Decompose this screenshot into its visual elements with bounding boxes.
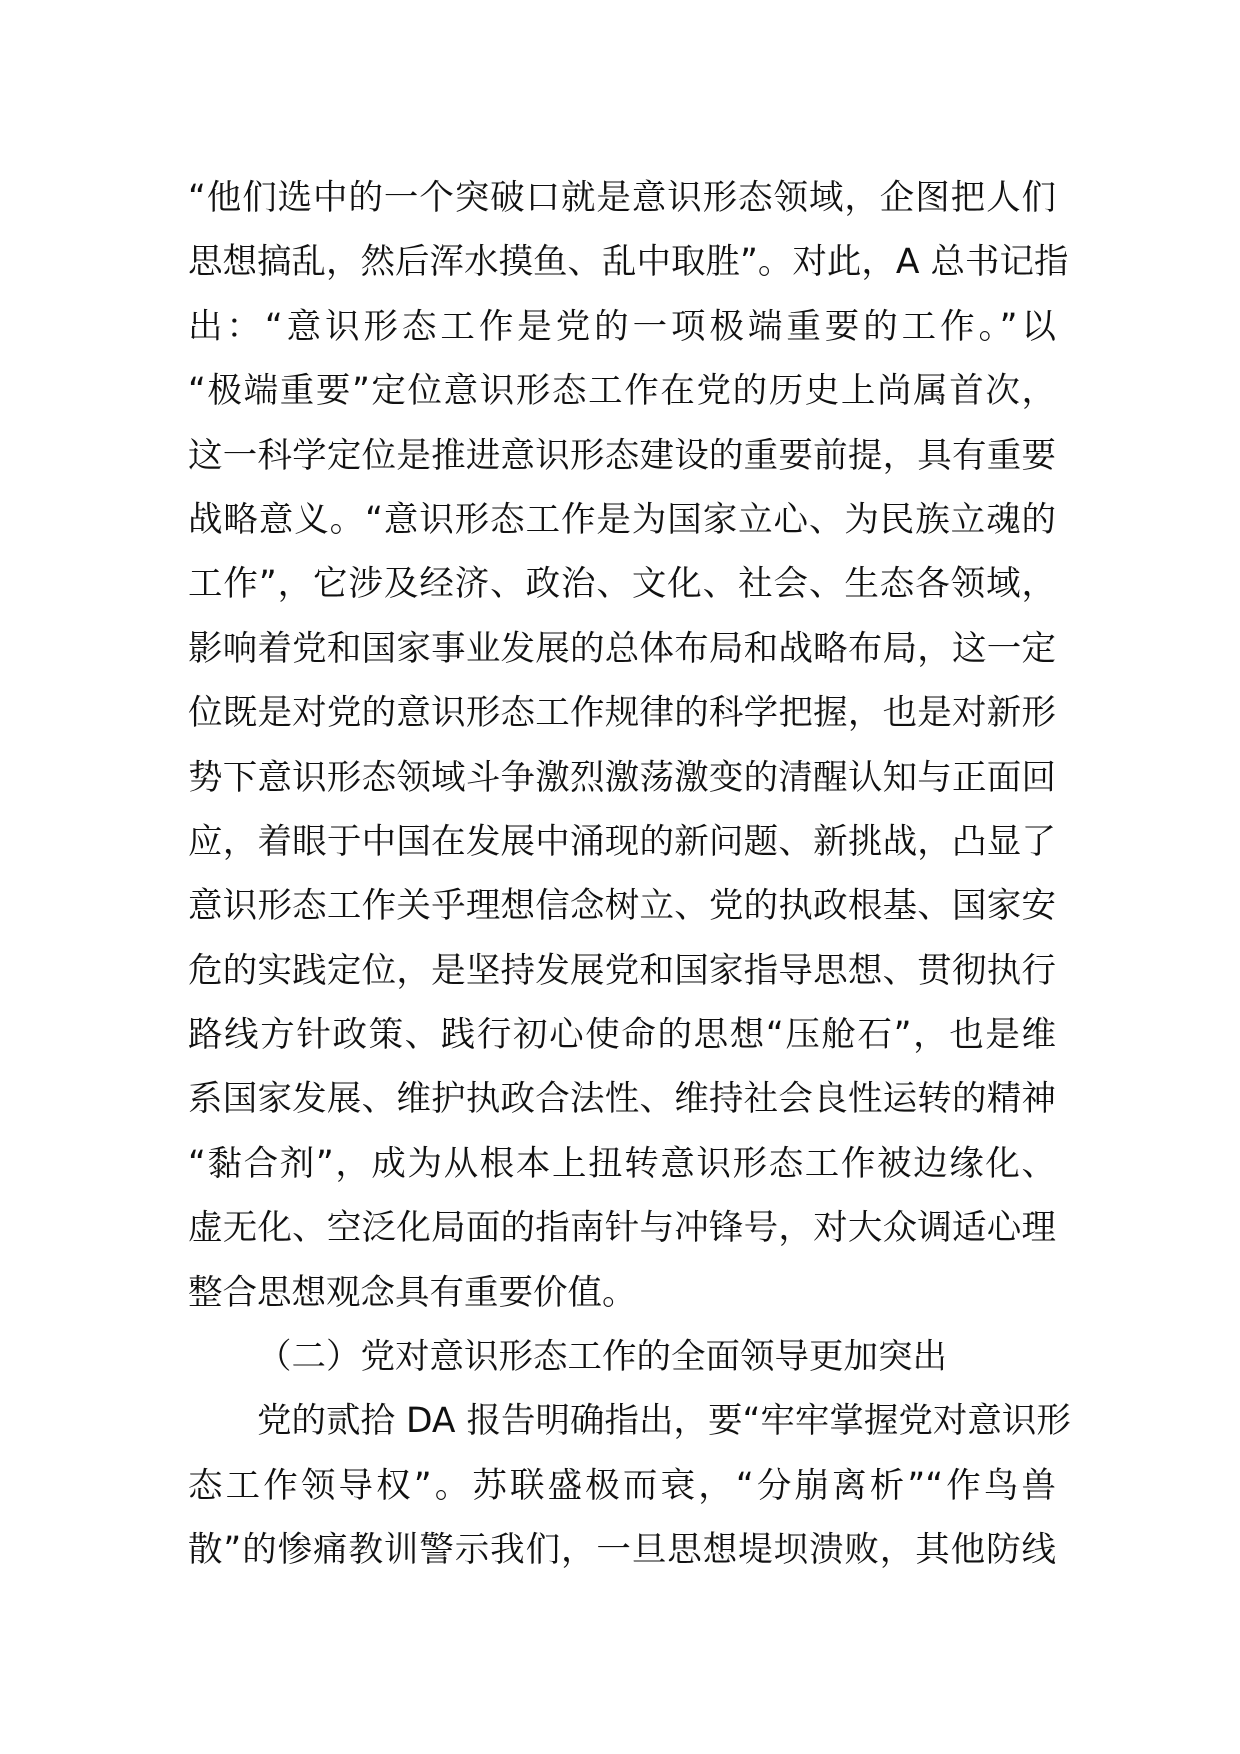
- text-line: 影响着党和国家事业发展的总体布局和战略布局，这一定: [188, 628, 1056, 669]
- section-heading: （二）党对意识形态工作的全面领导更加突出: [257, 1337, 947, 1378]
- text-line: 意识形态工作关乎理想信念树立、党的执政根基、国家安: [188, 886, 1056, 927]
- text-line: 工作”，它涉及经济、政治、文化、社会、生态各领域，: [188, 564, 1056, 605]
- text-line: 位既是对党的意识形态工作规律的科学把握，也是对新形: [188, 693, 1056, 734]
- text-line: “黏合剂”，成为从根本上扭转意识形态工作被边缘化、: [188, 1143, 1056, 1184]
- text-line: 战略意义。“意识形态工作是为国家立心、为民族立魂的: [188, 499, 1056, 540]
- text-line: 这一科学定位是推进意识形态建设的重要前提，具有重要: [188, 435, 1056, 476]
- text-line: “他们选中的一个突破口就是意识形态领域，企图把人们: [188, 178, 1056, 218]
- text-line: 虚无化、空泛化局面的指南针与冲锋号，对大众调适心理: [188, 1208, 1056, 1249]
- body-text: [188, 166, 1071, 1583]
- paragraph-end-line: 整合思想观念具有重要价值。: [188, 1272, 637, 1313]
- text-line: 态工作领导权”。苏联盛极而衰，“分崩离析”“作鸟兽: [188, 1465, 1056, 1506]
- text-line: 应，着眼于中国在发展中涌现的新问题、新挑战，凸显了: [188, 821, 1056, 862]
- paragraph-start-line: 党的贰拾 DA 报告明确指出，要“牢牢掌握党对意识形: [257, 1401, 1071, 1442]
- text-line: 系国家发展、维护执政合法性、维持社会良性运转的精神: [188, 1079, 1056, 1120]
- text-line: 思想搞乱，然后浑水摸鱼、乱中取胜”。对此，A 总书记指: [188, 242, 1069, 283]
- text-line: “极端重要”定位意识形态工作在党的历史上尚属首次，: [188, 371, 1056, 412]
- text-line: 出：“意识形态工作是党的一项极端重要的工作。”以: [188, 306, 1056, 347]
- text-line: 散”的惨痛教训警示我们，一旦思想堤坝溃败，其他防线: [188, 1530, 1056, 1571]
- text-line: 路线方针政策、践行初心使命的思想“压舱石”，也是维: [188, 1015, 1056, 1056]
- text-line: 势下意识形态领域斗争激烈激荡激变的清醒认知与正面回: [188, 757, 1056, 798]
- text-line: 危的实践定位，是坚持发展党和国家指导思想、贯彻执行: [188, 950, 1056, 991]
